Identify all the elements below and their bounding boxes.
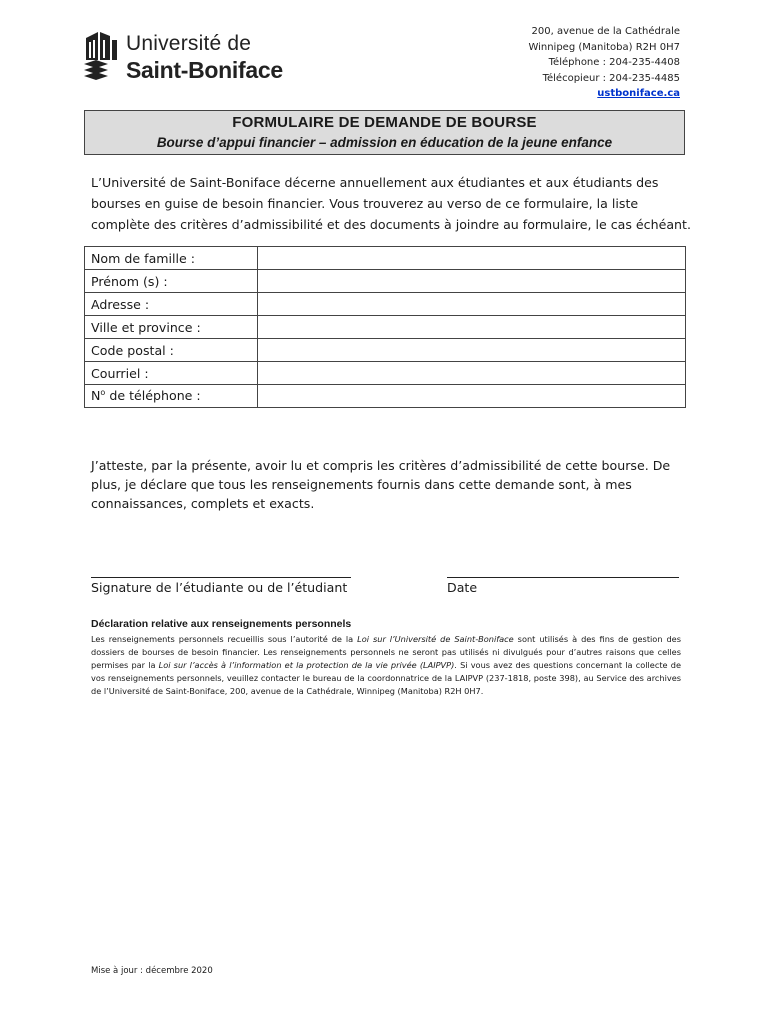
field-label: Nom de famille : xyxy=(85,247,258,270)
declaration-text-part2: sont utilisés à des fins de gestion des dossiers de bourses de besoin financier. Les renseignements personnels ne seront pas utilisés ni divulgués pour d’autres raisons que celles permises par la xyxy=(91,634,681,670)
phone-field[interactable] xyxy=(258,385,686,408)
date-line[interactable] xyxy=(447,577,679,578)
form-title: FORMULAIRE DE DEMANDE DE BOURSE xyxy=(232,114,537,131)
field-label: Code postal : xyxy=(85,339,258,362)
privacy-declaration-body xyxy=(91,633,681,698)
table-row xyxy=(85,385,686,408)
address-street: 200, avenue de la Cathédrale xyxy=(531,26,680,37)
table-row xyxy=(85,247,686,270)
address-city: Winnipeg (Manitoba) R2H 0H7 xyxy=(528,41,680,53)
logo-text-line2: Saint-Boniface xyxy=(126,57,283,83)
field-label: Courriel : xyxy=(85,362,258,385)
signature-line[interactable] xyxy=(91,577,351,578)
first-name-field[interactable] xyxy=(258,270,686,293)
address-block xyxy=(528,24,680,102)
form-subtitle: Bourse d’appui financier – admission en éducation de la jeune enfance xyxy=(156,135,613,150)
declaration-law1: Loi sur l’Université de Saint-Boniface xyxy=(357,634,514,644)
table-row xyxy=(85,362,686,385)
field-label: Prénom (s) : xyxy=(85,270,258,293)
table-row xyxy=(85,270,686,293)
address-field[interactable] xyxy=(258,293,686,316)
signature-label: Signature de l’étudiante ou de l’étudiant xyxy=(91,580,348,595)
privacy-declaration-title: Déclaration relative aux renseignements personnels xyxy=(91,618,352,630)
intro-paragraph: L’Université de Saint-Boniface décerne annuellement aux étudiantes et aux étudiants des bourses en guise de besoin financier. Vous trouverez au verso de ce formulaire, la liste complète des critères d’admissibilité et des documents à joindre au formulaire, le cas échéant. xyxy=(91,175,691,232)
form-title-box xyxy=(84,110,685,155)
logo-text-line1: Université de xyxy=(126,32,252,55)
declaration-text-part1: Les renseignements personnels recueillis sous l’autorité de la xyxy=(91,634,358,644)
update-date-footer: Mise à jour : décembre 2020 xyxy=(91,966,213,976)
postal-code-field[interactable] xyxy=(258,339,686,362)
attestation-paragraph: J’atteste, par la présente, avoir lu et compris les critères d’admissibilité de cette bourse. De plus, je déclare que tous les renseignements fournis dans cette demande sont, à mes connaissances, complets et exacts. xyxy=(91,458,671,511)
field-label xyxy=(85,385,258,408)
declaration-text-part3: . Si vous avez des questions concernant la collecte de vos renseignements personnels, veuillez contacter le bureau de la coordonnatrice de la LAIPVP (237-1818, poste 398), au Service des archives de l’Université de Saint-Boniface, 200, avenue de la Cathédrale, Winnipeg (Manitoba) R2H 0H7. xyxy=(91,660,681,696)
city-province-field[interactable] xyxy=(258,316,686,339)
phone-label-prefix: N xyxy=(91,388,101,404)
address-phone: Téléphone : 204-235-4408 xyxy=(548,57,680,68)
university-logo xyxy=(80,30,300,82)
field-label: Ville et province : xyxy=(85,316,258,339)
phone-label-text: de téléphone : xyxy=(105,388,201,404)
applicant-info-table xyxy=(84,246,686,408)
table-row xyxy=(85,316,686,339)
table-row xyxy=(85,293,686,316)
email-field[interactable] xyxy=(258,362,686,385)
website-link[interactable]: ustboniface.ca xyxy=(597,88,680,99)
last-name-field[interactable] xyxy=(258,247,686,270)
field-label: Adresse : xyxy=(85,293,258,316)
university-emblem-icon xyxy=(80,30,120,82)
address-fax: Télécopieur : 204-235-4485 xyxy=(542,72,680,84)
declaration-law2: Loi sur l’accès à l’information et la protection de la vie privée (LAIPVP) xyxy=(158,660,455,670)
phone-label-superscript: o xyxy=(100,388,106,398)
date-label: Date xyxy=(447,580,478,595)
table-row xyxy=(85,339,686,362)
